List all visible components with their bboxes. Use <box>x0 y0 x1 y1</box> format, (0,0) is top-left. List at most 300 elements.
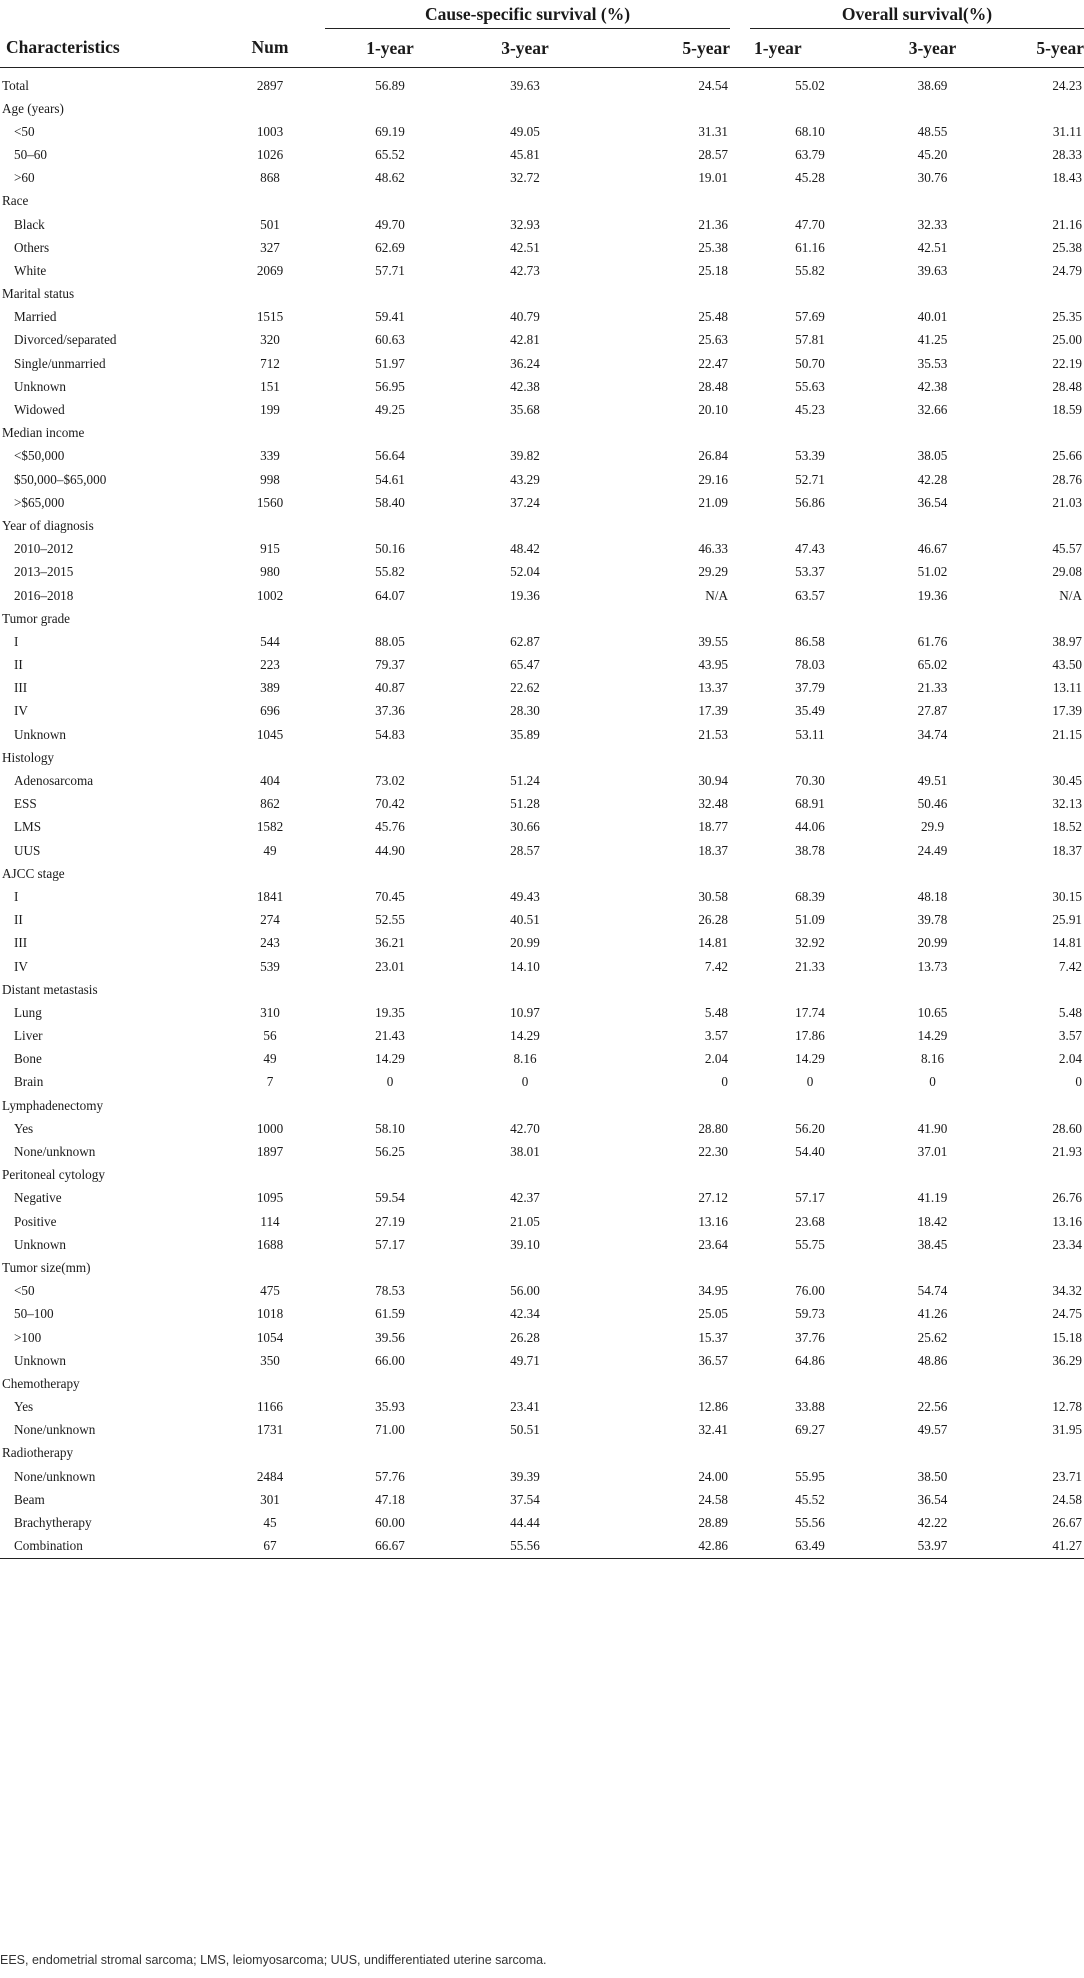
cell-os-5-year: 18.43 <box>1052 170 1082 186</box>
cell-num: 404 <box>260 773 280 789</box>
cell-css-1-year <box>325 862 455 885</box>
cell-os-5-year: 45.57 <box>1052 541 1082 557</box>
row-label: Race <box>2 193 29 209</box>
cell-num: 915 <box>260 541 280 557</box>
cell-os-1-year: 56.86 <box>795 494 825 510</box>
cell-os-5-year: 24.79 <box>1052 262 1082 278</box>
cell-os-5-year <box>995 862 1084 885</box>
row-label: $50,000–$65,000 <box>14 471 107 487</box>
cell-os-3-year: 13.73 <box>917 958 948 974</box>
cell-num: 868 <box>260 170 280 186</box>
cell-gap <box>730 283 750 306</box>
row-label: ESS <box>14 796 37 812</box>
cell-css-1-year <box>325 283 455 306</box>
cell-css-5-year: 0 <box>721 1074 728 1090</box>
cell-os-3-year: 24.49 <box>917 842 948 858</box>
cell-gap <box>730 769 750 792</box>
cell-os-5-year: 32.13 <box>1052 796 1082 812</box>
cell-os-1-year: 35.49 <box>795 703 825 719</box>
cell-os-3-year <box>870 283 995 306</box>
cell-os-3-year: 25.62 <box>917 1329 948 1345</box>
cell-os-5-year <box>995 422 1084 445</box>
table-row <box>0 1280 1084 1303</box>
cell-os-3-year: 18.42 <box>917 1213 948 1229</box>
cell-css-5-year: 2.04 <box>704 1051 728 1067</box>
cell-css-3-year: 55.56 <box>510 1538 540 1554</box>
row-label: >100 <box>14 1329 42 1345</box>
cell-os-1-year: 76.00 <box>795 1283 825 1299</box>
cell-os-3-year: 38.45 <box>917 1236 948 1252</box>
table-group-row <box>0 514 1084 537</box>
cell-css-3-year <box>455 1164 595 1187</box>
cell-num: 49 <box>263 1051 277 1067</box>
cell-os-5-year <box>995 283 1084 306</box>
row-label: Unknown <box>14 726 67 742</box>
cell-css-5-year: 28.80 <box>698 1120 728 1136</box>
cell-gap <box>730 236 750 259</box>
cell-css-3-year: 19.36 <box>510 587 540 603</box>
cell-num: 67 <box>263 1538 277 1554</box>
cell-gap <box>730 1280 750 1303</box>
cell-os-3-year: 41.19 <box>917 1190 948 1206</box>
cell-css-3-year: 42.38 <box>510 378 540 394</box>
row-label: Lymphadenectomy <box>2 1097 104 1113</box>
cell-gap <box>730 468 750 491</box>
cell-num: 49 <box>263 842 277 858</box>
table-row <box>0 769 1084 792</box>
cell-css-1-year: 48.62 <box>375 170 405 186</box>
cell-css-5-year <box>595 190 730 213</box>
cell-os-5-year: 34.32 <box>1052 1283 1082 1299</box>
cell-num: 274 <box>260 912 280 928</box>
cell-os-1-year: 47.70 <box>795 216 825 232</box>
cell-css-5-year: 29.16 <box>698 471 728 487</box>
cell-css-3-year: 62.87 <box>510 633 540 649</box>
cell-os-5-year: 24.75 <box>1052 1306 1082 1322</box>
row-label: None/unknown <box>14 1468 96 1484</box>
header-css-1-year: 1-year <box>366 37 414 58</box>
cell-os-1-year <box>750 97 870 120</box>
cell-css-5-year: 26.84 <box>698 448 728 464</box>
cell-os-3-year <box>870 514 995 537</box>
cell-css-3-year: 39.63 <box>510 77 540 93</box>
cell-gap <box>730 1001 750 1024</box>
cell-css-5-year: 25.05 <box>698 1306 728 1322</box>
cell-gap <box>730 329 750 352</box>
cell-os-3-year: 0 <box>929 1074 936 1090</box>
cell-gap <box>730 816 750 839</box>
cell-os-5-year: 30.15 <box>1052 888 1082 904</box>
cell-gap <box>730 909 750 932</box>
cell-os-5-year: 29.08 <box>1052 564 1082 580</box>
cell-num <box>215 1164 325 1187</box>
cell-css-1-year <box>325 422 455 445</box>
table-row <box>0 120 1084 143</box>
cell-css-5-year: 23.64 <box>698 1236 728 1252</box>
row-label: Age (years) <box>2 100 64 116</box>
cell-os-1-year <box>750 746 870 769</box>
cell-os-5-year <box>995 1164 1084 1187</box>
header-os-3-year: 3-year <box>908 37 957 58</box>
cell-css-1-year: 23.01 <box>375 958 405 974</box>
cell-num: 862 <box>260 796 280 812</box>
cell-css-3-year: 14.29 <box>510 1028 540 1044</box>
cell-css-1-year: 49.70 <box>375 216 405 232</box>
cell-os-3-year: 38.69 <box>917 77 948 93</box>
cell-os-5-year: 24.23 <box>1052 77 1082 93</box>
cell-num: 980 <box>260 564 280 580</box>
cell-os-1-year <box>750 1442 870 1465</box>
cell-os-1-year <box>750 422 870 445</box>
table-row <box>0 213 1084 236</box>
cell-gap <box>730 1210 750 1233</box>
row-label: IV <box>14 958 28 974</box>
cell-os-3-year: 65.02 <box>917 657 948 673</box>
cell-css-1-year: 66.67 <box>375 1538 405 1554</box>
cell-num <box>215 1256 325 1279</box>
cell-gap <box>730 1535 750 1559</box>
cell-css-5-year: 24.54 <box>698 77 728 93</box>
cell-css-3-year: 30.66 <box>510 819 540 835</box>
cell-os-3-year: 61.76 <box>917 633 948 649</box>
cell-css-5-year: 15.37 <box>698 1329 728 1345</box>
row-label: 2010–2012 <box>14 541 74 557</box>
cell-num <box>215 862 325 885</box>
cell-os-1-year: 68.10 <box>795 123 825 139</box>
table-row <box>0 236 1084 259</box>
cell-css-3-year: 44.44 <box>510 1515 540 1531</box>
cell-css-1-year: 54.83 <box>375 726 405 742</box>
cell-css-3-year: 52.04 <box>510 564 540 580</box>
cell-css-5-year: 30.58 <box>698 888 728 904</box>
cell-num: 243 <box>260 935 280 951</box>
table-group-row <box>0 978 1084 1001</box>
cell-gap <box>730 1419 750 1442</box>
cell-css-3-year: 39.82 <box>510 448 540 464</box>
table-footnote: EES, endometrial stromal sarcoma; LMS, leiomyosarcoma; UUS, undifferentiated uterine sarcoma. <box>0 1953 547 1967</box>
cell-num: 1897 <box>256 1144 284 1160</box>
cell-os-5-year: 21.03 <box>1052 494 1082 510</box>
table-group-row <box>0 1164 1084 1187</box>
cell-num <box>215 746 325 769</box>
cell-gap <box>730 1233 750 1256</box>
cell-css-1-year: 40.87 <box>375 680 405 696</box>
cell-os-1-year: 53.11 <box>795 726 825 742</box>
cell-os-3-year: 38.50 <box>917 1468 948 1484</box>
table-group-row <box>0 607 1084 630</box>
cell-os-1-year: 56.20 <box>795 1120 825 1136</box>
row-label: 2013–2015 <box>14 564 74 580</box>
cell-css-1-year: 58.10 <box>375 1120 405 1136</box>
cell-os-5-year: 25.38 <box>1052 239 1082 255</box>
cell-os-1-year: 57.81 <box>795 332 825 348</box>
cell-css-5-year: 25.18 <box>698 262 728 278</box>
cell-css-1-year: 27.19 <box>375 1213 405 1229</box>
cell-num: 501 <box>260 216 280 232</box>
row-label: <50 <box>14 123 35 139</box>
cell-os-1-year: 33.88 <box>795 1399 825 1415</box>
cell-gap <box>730 491 750 514</box>
cell-css-1-year: 78.53 <box>375 1283 405 1299</box>
cell-css-5-year <box>595 978 730 1001</box>
cell-os-3-year: 36.54 <box>917 1491 948 1507</box>
row-label: I <box>14 633 19 649</box>
cell-os-1-year: 21.33 <box>795 958 825 974</box>
cell-css-1-year: 69.19 <box>375 123 405 139</box>
row-label: Chemotherapy <box>2 1375 80 1391</box>
cell-os-5-year: 30.45 <box>1052 773 1082 789</box>
table-row <box>0 143 1084 166</box>
header-characteristics: Characteristics <box>6 37 120 58</box>
table-row <box>0 167 1084 190</box>
cell-css-1-year: 49.25 <box>375 402 405 418</box>
table-row <box>0 1210 1084 1233</box>
cell-gap <box>730 398 750 421</box>
cell-css-1-year <box>325 607 455 630</box>
table-row <box>0 700 1084 723</box>
cell-os-5-year: 31.95 <box>1052 1422 1082 1438</box>
cell-os-5-year: 5.48 <box>1058 1004 1082 1020</box>
cell-gap <box>730 1256 750 1279</box>
table-body <box>0 68 1084 1559</box>
cell-gap <box>730 259 750 282</box>
cell-gap <box>730 538 750 561</box>
cell-os-3-year: 8.16 <box>920 1051 945 1067</box>
cell-css-3-year: 48.42 <box>510 541 540 557</box>
row-label: Unknown <box>14 1352 67 1368</box>
cell-css-1-year: 21.43 <box>375 1028 405 1044</box>
row-label: White <box>14 262 47 278</box>
cell-os-3-year: 45.20 <box>917 146 948 162</box>
cell-gap <box>730 1164 750 1187</box>
cell-os-1-year <box>750 283 870 306</box>
cell-css-5-year: 31.31 <box>698 123 728 139</box>
cell-css-5-year: 12.86 <box>698 1399 728 1415</box>
cell-os-3-year: 42.28 <box>917 471 948 487</box>
row-label: None/unknown <box>14 1422 96 1438</box>
cell-num <box>215 283 325 306</box>
cell-os-1-year: 63.79 <box>795 146 825 162</box>
cell-css-1-year: 61.59 <box>375 1306 405 1322</box>
cell-css-5-year: 42.86 <box>698 1538 728 1554</box>
cell-css-1-year: 88.05 <box>375 633 405 649</box>
cell-css-5-year <box>595 1094 730 1117</box>
cell-css-1-year: 35.93 <box>375 1399 405 1415</box>
cell-os-3-year: 37.01 <box>917 1144 948 1160</box>
cell-num: 1515 <box>256 309 284 325</box>
cell-css-5-year: 26.28 <box>698 912 728 928</box>
cell-os-1-year: 52.71 <box>795 471 825 487</box>
cell-num: 114 <box>260 1213 280 1229</box>
cell-css-1-year: 71.00 <box>375 1422 405 1438</box>
row-label: Marital status <box>2 286 75 302</box>
cell-os-1-year: 64.86 <box>795 1352 825 1368</box>
cell-css-3-year: 50.51 <box>510 1422 540 1438</box>
cell-os-1-year: 61.16 <box>795 239 825 255</box>
cell-os-3-year <box>870 1256 995 1279</box>
cell-css-5-year <box>595 607 730 630</box>
cell-os-3-year: 32.33 <box>917 216 948 232</box>
cell-css-3-year: 42.70 <box>510 1120 540 1136</box>
row-label: Distant metastasis <box>2 981 98 997</box>
cell-os-1-year: 78.03 <box>795 657 825 673</box>
cell-css-5-year: 21.53 <box>698 726 728 742</box>
table-row <box>0 909 1084 932</box>
cell-css-5-year <box>595 1442 730 1465</box>
cell-css-1-year <box>325 97 455 120</box>
cell-css-5-year: 39.55 <box>698 633 728 649</box>
table-row <box>0 491 1084 514</box>
cell-os-5-year <box>995 97 1084 120</box>
table-row <box>0 1233 1084 1256</box>
row-label: IV <box>14 703 28 719</box>
cell-css-5-year <box>595 283 730 306</box>
cell-css-3-year <box>455 190 595 213</box>
cell-num: 350 <box>260 1352 280 1368</box>
cell-css-1-year <box>325 1094 455 1117</box>
cell-css-1-year: 0 <box>386 1074 394 1090</box>
cell-css-3-year <box>455 514 595 537</box>
cell-os-3-year: 40.01 <box>917 309 948 325</box>
cell-os-3-year <box>870 422 995 445</box>
cell-num: 2484 <box>256 1468 284 1484</box>
cell-css-3-year: 51.24 <box>510 773 540 789</box>
cell-os-3-year: 41.26 <box>917 1306 948 1322</box>
cell-gap <box>730 375 750 398</box>
cell-gap <box>730 1511 750 1534</box>
row-label: Adenosarcoma <box>14 773 94 789</box>
cell-css-3-year: 32.93 <box>510 216 540 232</box>
cell-os-5-year: 22.19 <box>1052 355 1082 371</box>
cell-css-5-year: 28.48 <box>698 378 728 394</box>
cell-os-3-year: 48.86 <box>917 1352 948 1368</box>
cell-os-1-year: 55.63 <box>795 378 825 394</box>
cell-css-5-year: 13.16 <box>698 1213 728 1229</box>
cell-css-5-year <box>595 97 730 120</box>
cell-os-5-year <box>995 746 1084 769</box>
cell-css-1-year: 44.90 <box>375 842 405 858</box>
cell-num: 320 <box>260 332 280 348</box>
table-row <box>0 1465 1084 1488</box>
row-label: >$65,000 <box>14 494 65 510</box>
table-group-row <box>0 1256 1084 1279</box>
cell-css-5-year <box>595 1164 730 1187</box>
table-row <box>0 1140 1084 1163</box>
table-row <box>0 561 1084 584</box>
cell-os-1-year: 59.73 <box>795 1306 825 1322</box>
cell-num <box>215 422 325 445</box>
row-label: LMS <box>14 819 42 835</box>
cell-css-1-year: 39.56 <box>375 1329 405 1345</box>
cell-css-3-year: 28.30 <box>510 703 540 719</box>
cell-num: 544 <box>260 633 280 649</box>
cell-css-1-year: 47.18 <box>375 1491 405 1507</box>
cell-css-3-year: 39.10 <box>510 1236 540 1252</box>
cell-css-5-year: 24.58 <box>698 1491 728 1507</box>
cell-os-5-year: 14.81 <box>1052 935 1082 951</box>
row-label: Others <box>14 239 50 255</box>
cell-css-1-year: 57.71 <box>375 262 405 278</box>
cell-os-5-year <box>995 1372 1084 1395</box>
cell-gap <box>730 68 750 98</box>
cell-os-3-year <box>870 97 995 120</box>
cell-os-5-year <box>995 190 1084 213</box>
row-label: Bone <box>14 1051 42 1067</box>
cell-os-1-year: 47.43 <box>795 541 825 557</box>
table-row <box>0 1396 1084 1419</box>
cell-os-5-year: 25.35 <box>1052 309 1082 325</box>
cell-css-3-year: 38.01 <box>510 1144 540 1160</box>
cell-os-3-year <box>870 862 995 885</box>
cell-os-5-year: 28.33 <box>1052 146 1082 162</box>
cell-os-1-year: 86.58 <box>795 633 825 649</box>
row-label: Peritoneal cytology <box>2 1167 105 1183</box>
cell-os-1-year <box>750 862 870 885</box>
cell-css-3-year: 21.05 <box>510 1213 540 1229</box>
cell-os-3-year: 30.76 <box>917 170 948 186</box>
cell-css-1-year: 70.42 <box>375 796 405 812</box>
cell-os-1-year: 55.95 <box>795 1468 825 1484</box>
cell-css-3-year: 39.39 <box>510 1468 540 1484</box>
cell-os-3-year: 51.02 <box>917 564 948 580</box>
cell-css-3-year: 65.47 <box>510 657 540 673</box>
cell-css-3-year: 37.54 <box>510 1491 540 1507</box>
cell-css-5-year <box>595 746 730 769</box>
cell-gap <box>730 1442 750 1465</box>
row-label: Tumor grade <box>2 610 71 626</box>
cell-gap <box>730 584 750 607</box>
cell-os-1-year: 68.91 <box>795 796 825 812</box>
cell-os-3-year: 39.78 <box>917 912 948 928</box>
cell-os-3-year <box>870 746 995 769</box>
cell-os-3-year: 41.90 <box>917 1120 948 1136</box>
cell-gap <box>730 167 750 190</box>
row-label: Black <box>14 216 45 232</box>
cell-os-1-year: 57.69 <box>795 309 825 325</box>
cell-num: 2897 <box>256 77 284 93</box>
table-row <box>0 445 1084 468</box>
cell-os-1-year: 0 <box>806 1074 814 1090</box>
cell-css-5-year: 32.48 <box>698 796 728 812</box>
cell-css-3-year: 56.00 <box>510 1283 540 1299</box>
table-row <box>0 306 1084 329</box>
cell-css-1-year: 51.97 <box>375 355 405 371</box>
cell-num <box>215 978 325 1001</box>
cell-os-1-year <box>750 1372 870 1395</box>
cell-num: 1045 <box>256 726 284 742</box>
cell-os-3-year: 53.97 <box>917 1538 948 1554</box>
cell-num: 56 <box>263 1028 277 1044</box>
cell-os-3-year: 19.36 <box>917 587 948 603</box>
row-label: Married <box>14 309 57 325</box>
cell-os-1-year: 63.57 <box>795 587 825 603</box>
row-label: Brain <box>14 1074 44 1090</box>
cell-css-3-year: 28.57 <box>510 842 540 858</box>
cell-gap <box>730 561 750 584</box>
row-label: Tumor size(mm) <box>2 1259 91 1275</box>
cell-os-3-year: 42.22 <box>917 1515 948 1531</box>
cell-css-1-year: 37.36 <box>375 703 405 719</box>
cell-os-3-year: 36.54 <box>917 494 948 510</box>
cell-os-5-year: 13.16 <box>1052 1213 1082 1229</box>
cell-gap <box>730 97 750 120</box>
cell-gap <box>730 1048 750 1071</box>
cell-css-5-year: 19.01 <box>698 170 728 186</box>
cell-css-3-year <box>455 283 595 306</box>
cell-gap <box>730 1071 750 1094</box>
cell-os-1-year <box>750 1094 870 1117</box>
cell-os-1-year: 55.56 <box>795 1515 825 1531</box>
